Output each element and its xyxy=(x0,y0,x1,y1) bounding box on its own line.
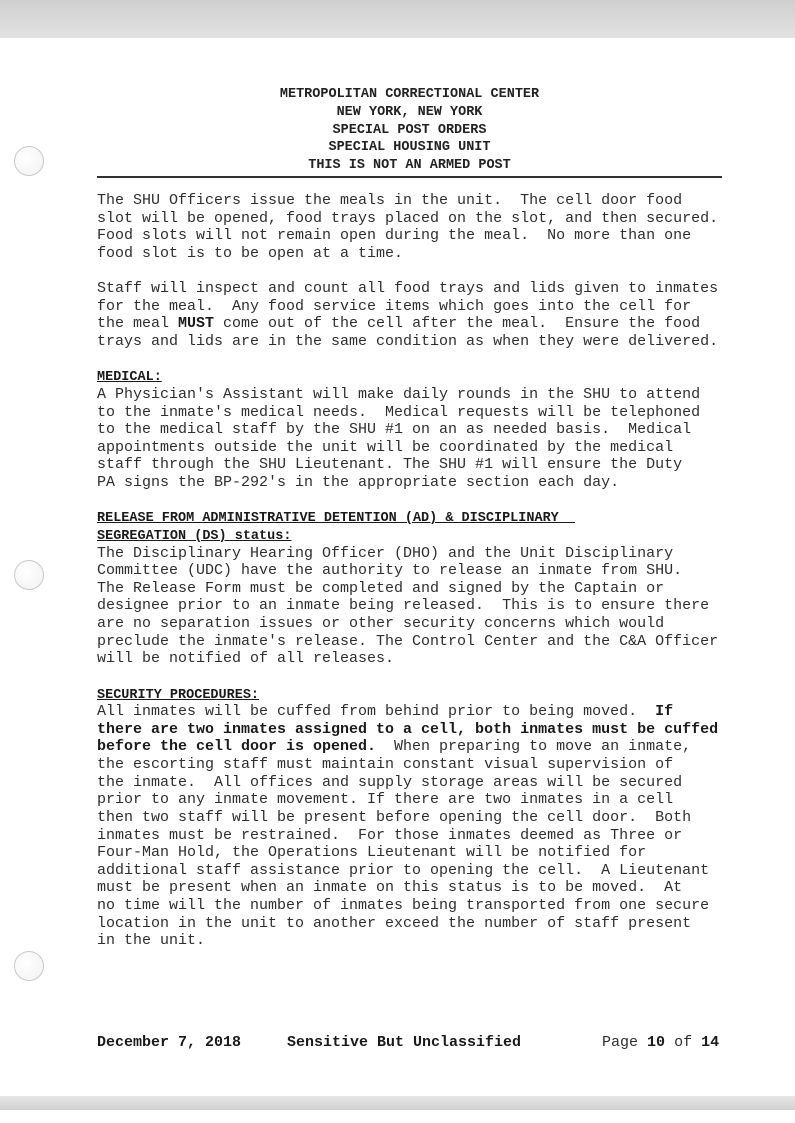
text-line xyxy=(97,862,737,880)
text-line xyxy=(97,509,737,527)
text-line xyxy=(97,280,737,298)
text-line xyxy=(97,721,737,739)
text-line xyxy=(97,562,737,580)
text-line xyxy=(97,227,737,245)
blank-line xyxy=(97,668,737,686)
text-line xyxy=(97,703,737,721)
text-line xyxy=(97,368,737,386)
text-segment: Food slots will not remain open during the meal. No more than one xyxy=(97,227,692,245)
text-segment: A Physician's Assistant will make daily rounds in the SHU to attend xyxy=(97,385,701,403)
bold-text: MUST xyxy=(178,315,215,333)
text-line xyxy=(97,474,737,492)
text-segment: trays and lids are in the same condition as when they were delivered. xyxy=(97,333,719,350)
text-segment: must be present when an inmate on this status is to be moved. At xyxy=(97,879,683,897)
text-line xyxy=(97,580,737,598)
text-segment: inmates must be restrained. For those inmates deemed as Three or xyxy=(97,826,683,844)
header-line: METROPOLITAN CORRECTIONAL CENTER xyxy=(279,87,540,102)
text-segment: are no separation issues or other security concerns which would xyxy=(97,615,665,632)
bold-text: before the cell door is opened. xyxy=(97,738,377,756)
text-segment: then two staff will be present before opening the cell door. Both xyxy=(97,808,692,826)
text-line xyxy=(97,774,737,792)
text-line xyxy=(97,686,737,704)
text-line xyxy=(97,915,737,933)
section-heading: SECURITY PROCEDURES: xyxy=(97,687,260,703)
text-segment: to the medical staff by the SHU #1 on an as needed basis. Medical xyxy=(97,421,692,439)
section-heading: RELEASE FROM ADMINISTRATIVE DETENTION (AD) & DISCIPLINARY xyxy=(97,511,575,527)
text-segment: Staff will inspect and count all food trays and lids given to inmates xyxy=(97,280,719,298)
bold-text: If xyxy=(655,703,674,721)
footer-page-number xyxy=(602,1034,719,1051)
text-segment: location in the unit to another exceed the number of staff present xyxy=(97,914,692,932)
blank-line xyxy=(97,351,737,369)
text-segment: All inmates will be cuffed from behind prior to being moved. xyxy=(97,703,656,721)
header-line: THIS IS NOT AN ARMED POST xyxy=(308,158,511,174)
text-segment: prior to any inmate movement. If there are two inmates in a cell xyxy=(97,791,674,809)
text-line xyxy=(97,245,737,263)
text-segment: Four-Man Hold, the Operations Lieutenant will be notified for xyxy=(97,844,647,862)
text-segment: the inmate. All offices and supply storage areas will be secured xyxy=(97,773,683,791)
text-line xyxy=(97,439,737,457)
document-header xyxy=(97,86,722,175)
text-line xyxy=(97,210,737,228)
scan-top-edge xyxy=(0,0,795,38)
text-segment: preclude the inmate's release. The Control Center and the C&A Officer xyxy=(97,632,719,650)
page-current: 10 xyxy=(647,1034,666,1051)
text-segment: in the unit. xyxy=(97,932,206,950)
punch-hole xyxy=(14,146,44,176)
text-segment: food slot is to be open at a time. xyxy=(97,244,404,262)
text-segment: The Disciplinary Hearing Officer (DHO) and the Unit Disciplinary xyxy=(97,544,674,562)
text-segment: PA signs the BP-292's in the appropriate section each day. xyxy=(97,474,620,491)
text-segment: Committee (UDC) have the authority to release an inmate from SHU. xyxy=(97,562,683,580)
text-segment: the meal xyxy=(97,315,179,333)
text-segment: The SHU Officers issue the meals in the unit. The cell door food xyxy=(97,192,683,209)
blank-line xyxy=(97,263,737,281)
header-rule xyxy=(97,176,722,178)
blank-line xyxy=(97,492,737,510)
text-segment: The Release Form must be completed and signed by the Captain or xyxy=(97,579,665,597)
document-body xyxy=(97,192,737,950)
text-line xyxy=(97,738,737,756)
text-line xyxy=(97,809,737,827)
text-line xyxy=(97,545,737,563)
text-segment: appointments outside the unit will be coordinated by the medical xyxy=(97,438,674,456)
text-line xyxy=(97,827,737,845)
text-line xyxy=(97,932,737,950)
text-line xyxy=(97,192,737,210)
text-segment: designee prior to an inmate being released. This is to ensure there xyxy=(97,597,710,615)
text-line xyxy=(97,844,737,862)
footer-classification: Sensitive But Unclassified xyxy=(287,1034,522,1051)
text-segment: staff through the SHU Lieutenant. The SHU #1 will ensure the Duty xyxy=(97,456,683,474)
text-line xyxy=(97,756,737,774)
page-label: Page xyxy=(602,1034,639,1051)
bold-text: there are two inmates assigned to a cell, both inmates must be cuffed xyxy=(97,720,719,738)
text-line xyxy=(97,333,737,351)
text-segment: will be notified of all releases. xyxy=(97,650,395,668)
header-line: NEW YORK, NEW YORK xyxy=(336,104,483,120)
text-segment: come out of the cell after the meal. Ensure the food xyxy=(214,315,701,333)
header-line: SPECIAL HOUSING UNIT xyxy=(328,140,491,156)
text-segment: to the inmate's medical needs. Medical requests will be telephoned xyxy=(97,403,701,421)
text-line xyxy=(97,315,737,333)
text-segment: slot will be opened, food trays placed on the slot, and then secured. xyxy=(97,209,719,227)
page-total: 14 xyxy=(701,1034,720,1051)
text-line xyxy=(97,615,737,633)
section-heading: SEGREGATION (DS) status: xyxy=(97,528,292,544)
text-line xyxy=(97,791,737,809)
text-line xyxy=(97,421,737,439)
text-segment: additional staff assistance prior to opening the cell. A Lieutenant xyxy=(97,861,710,879)
text-line xyxy=(97,456,737,474)
punch-hole xyxy=(14,560,44,590)
text-line xyxy=(97,597,737,615)
page-footer xyxy=(97,1034,727,1102)
scan-bottom-edge xyxy=(0,1096,795,1110)
text-segment: the escorting staff must maintain constant visual supervision of xyxy=(97,756,674,773)
section-heading: MEDICAL: xyxy=(97,370,162,386)
text-line xyxy=(97,633,737,651)
text-segment: When preparing to move an inmate, xyxy=(376,738,692,756)
punch-hole xyxy=(14,951,44,981)
text-line xyxy=(97,879,737,897)
text-line xyxy=(97,386,737,404)
text-line xyxy=(97,897,737,915)
header-line: SPECIAL POST ORDERS xyxy=(332,122,487,138)
footer-date: December 7, 2018 xyxy=(97,1034,242,1051)
text-line xyxy=(97,650,737,668)
text-line xyxy=(97,404,737,422)
text-segment: for the meal. Any food service items which goes into the cell for xyxy=(97,297,692,315)
of-label: of xyxy=(674,1034,693,1051)
text-line xyxy=(97,527,737,545)
text-line xyxy=(97,298,737,316)
text-segment: no time will the number of inmates being transported from one secure xyxy=(97,897,710,914)
